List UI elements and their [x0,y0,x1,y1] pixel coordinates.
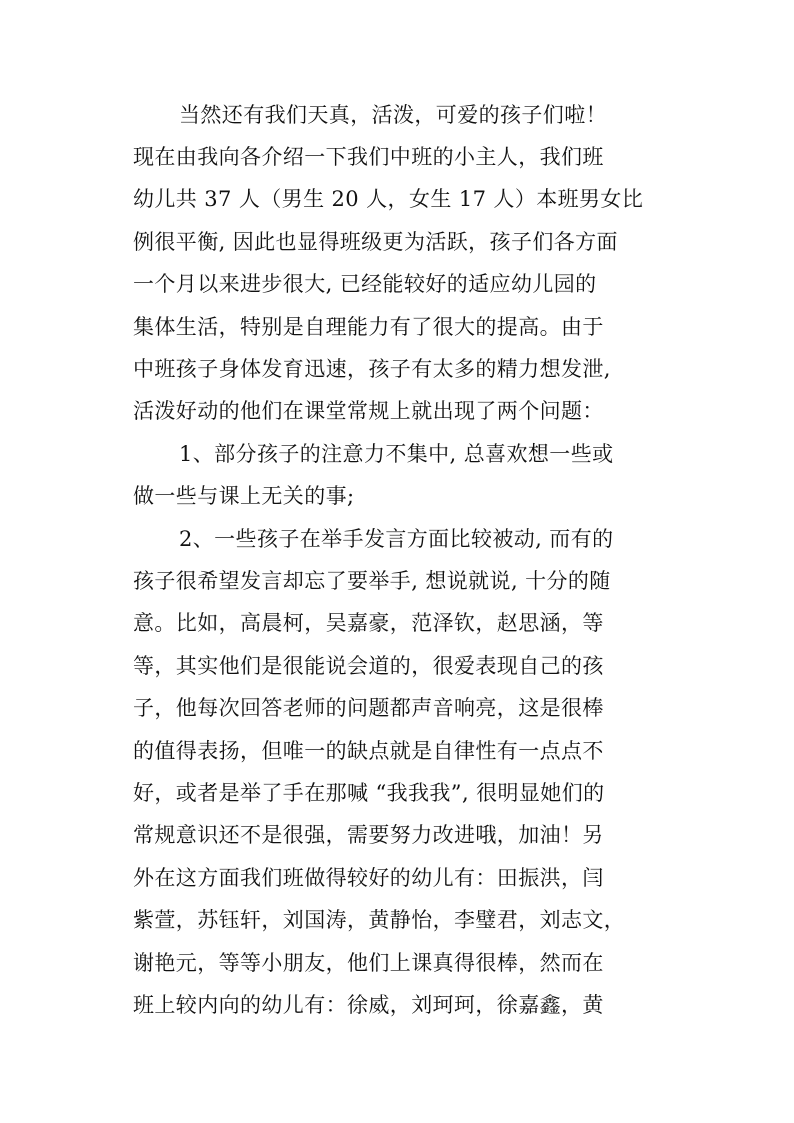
text-line: 当然还有我们天真，活泼，可爱的孩子们啦！ [179,103,607,127]
text-line: 常规意识还不是很强，需要努力改进哦，加油！另 [133,823,604,847]
text-line: 2、一些孩子在举手发言方面比较被动, 而有的 [179,527,614,551]
text-line: 1、部分孩子的注意力不集中, 总喜欢想一些或 [179,442,614,466]
text-line: 例很平衡, 因此也显得班级更为活跃，孩子们各方面 [133,230,618,254]
text-line: 意。比如，高晨柯，吴嘉豪，范泽钦，赵思涵，等 [133,611,604,635]
text-line: 紫萱，苏钰轩，刘国涛，黄静怡，李璧君，刘志文， [133,908,626,932]
text-line: 子，他每次回答老师的问题都声音响亮，这是很棒 [133,696,604,720]
text-line: 活泼好动的他们在课堂常规上就出现了两个问题： [133,399,604,423]
text-line: 集体生活，特别是自理能力有了很大的提高。由于 [133,315,604,339]
text-line: 的值得表扬，但唯一的缺点就是自律性有一点点不 [133,739,604,763]
text-line: 一个月以来进步很大, 已经能较好的适应幼儿园的 [133,272,597,296]
text-line: 等，其实他们是很能说会道的，很爱表现自己的孩 [133,654,604,678]
text-line: 谢艳元，等等小朋友，他们上课真得很棒，然而在 [133,951,604,975]
text-line: 外在这方面我们班做得较好的幼儿有：田振洪，闫 [133,866,604,890]
text-line: 孩子很希望发言却忘了要举手, 想说就说, 十分的随 [133,569,611,593]
text-line: 做一些与课上无关的事; [133,484,355,508]
text-line: 班上较内向的幼儿有：徐威，刘珂珂，徐嘉鑫，黄 [133,993,604,1017]
text-line: 中班孩子身体发育迅速，孩子有太多的精力想发泄, [133,357,611,381]
text-line: 好，或者是举了手在那喊 “我我我”, 很明显她们的 [133,781,605,805]
text-line: 现在由我向各介绍一下我们中班的小主人，我们班 [133,145,604,169]
text-line: 幼儿共 37 人（男生 20 人，女生 17 人）本班男女比 [133,187,644,211]
